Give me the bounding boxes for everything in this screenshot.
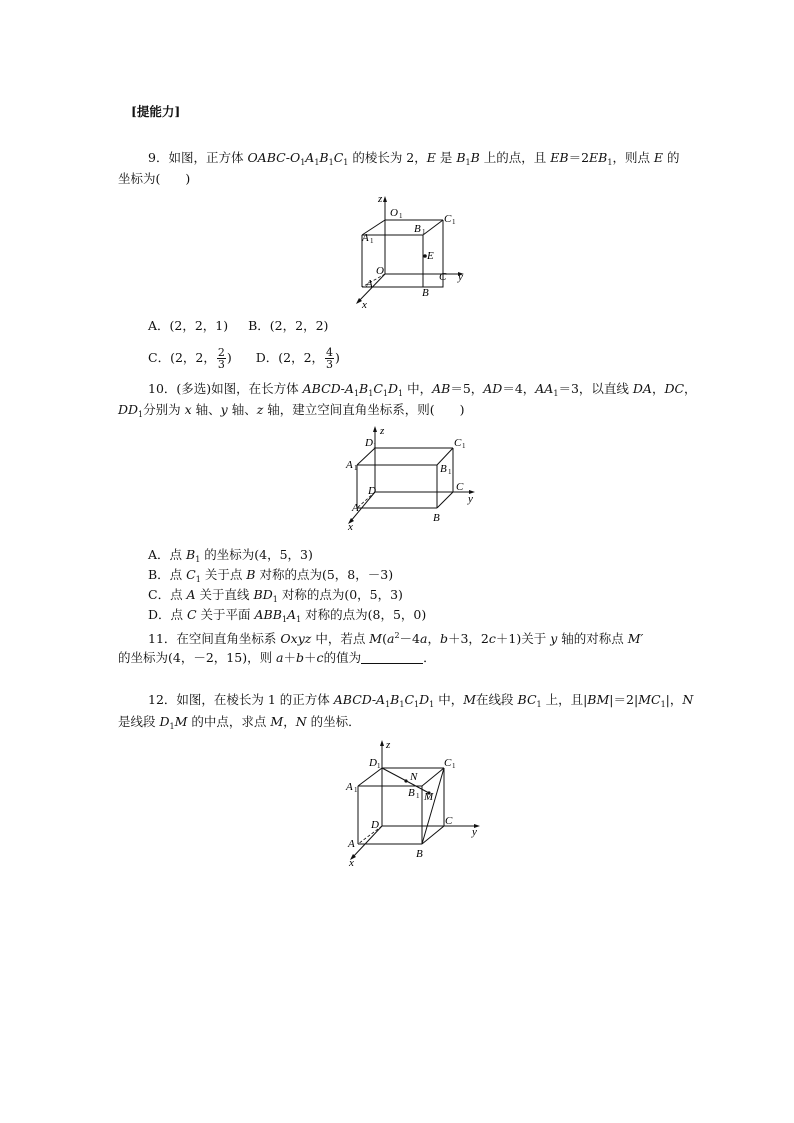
figure-cuboid-abcd <box>340 424 480 534</box>
question-11-line-1: 11．在空间直角坐标系 Oxyz 中，若点 $M(a^2-4a$，b＋3，2c＋1)关于 y 轴的对称点 M′ <box>148 631 644 646</box>
svg-text:E: E <box>427 250 434 262</box>
svg-text:D: D <box>365 437 373 449</box>
svg-text:D: D <box>369 757 377 769</box>
svg-text:1: 1 <box>452 218 456 226</box>
svg-text:z: z <box>380 425 385 437</box>
svg-text:B: B <box>440 463 447 475</box>
svg-text:1: 1 <box>354 464 358 472</box>
question-10-option-a: A．点 $B_1$ 的坐标为(4，5，3) <box>148 547 313 564</box>
svg-text:C: C <box>454 437 462 449</box>
svg-text:D: D <box>371 819 379 831</box>
svg-text:O: O <box>390 207 398 219</box>
svg-text:y: y <box>472 826 477 838</box>
svg-text:1: 1 <box>354 786 358 794</box>
question-10-option-b: B．点 $C_1$ 关于点 B 对称的点为(5，8，－3) <box>148 567 394 584</box>
question-11-line-2: 的坐标为(4，－2，15)，则 a＋b＋c的值为 ． <box>118 650 436 665</box>
svg-text:C: C <box>456 481 464 493</box>
svg-text:1: 1 <box>370 237 374 245</box>
svg-text:A: A <box>348 838 355 850</box>
svg-text:C: C <box>444 757 452 769</box>
option-c: C．(2，2， $\frac{2}{3}$ ) <box>148 346 232 371</box>
svg-text:A: A <box>346 781 353 793</box>
svg-text:B: B <box>433 512 440 524</box>
question-10-option-d: D．点 C 关于平面 $ABB_1A_1$ 对称的点为(8，5，0) <box>148 607 427 624</box>
svg-text:B: B <box>414 223 421 235</box>
svg-text:z: z <box>378 193 383 205</box>
question-9-options-ab <box>148 318 328 334</box>
svg-text:1: 1 <box>422 228 426 236</box>
svg-text:y: y <box>458 271 463 283</box>
svg-text:C: C <box>444 213 452 225</box>
svg-text:C: C <box>445 815 453 827</box>
section-title: [提能力] <box>131 104 181 119</box>
question-9-line-1: 9．如图，正方体 OABC-$O_1A_1B_1C_1$ 的棱长为 2，E 是 $B_1B$ 上的点，且 $EB=2EB_1$，则点 E 的 <box>148 150 680 167</box>
svg-text:z: z <box>386 739 391 751</box>
question-9-line-2: 坐标为( ) <box>118 171 191 186</box>
svg-text:A: A <box>362 232 369 244</box>
question-10-line-2: $DD_1$分别为 x 轴、y 轴、z 轴，建立空间直角坐标系，则( ) <box>118 402 465 419</box>
figure-cube-abcd-mn <box>340 738 480 866</box>
svg-text:y: y <box>468 493 473 505</box>
answer-blank[interactable] <box>361 651 423 664</box>
svg-text:M: M <box>424 791 434 803</box>
svg-text:1: 1 <box>399 212 403 220</box>
svg-text:1: 1 <box>452 762 456 770</box>
question-9-options-cd <box>148 346 340 370</box>
svg-text:x: x <box>349 857 354 866</box>
svg-text:1: 1 <box>416 792 420 800</box>
svg-text:B: B <box>422 287 429 299</box>
svg-text:1: 1 <box>373 442 377 450</box>
question-10-line-1: 10．(多选)如图，在长方体 ABCD-$A_1B_1C_1D_1$ 中，AB＝5，AD＝4，$AA_1=3$，以直线 DA，DC， <box>148 381 697 398</box>
question-12-line-2: 是线段 $D_1M$ 的中点，求点 M，N 的坐标． <box>118 714 361 731</box>
svg-text:O: O <box>376 265 384 277</box>
svg-text:B: B <box>416 848 423 860</box>
svg-text:1: 1 <box>448 468 452 476</box>
question-12-line-1: 12．如图，在棱长为 1 的正方体 ABCD-$A_1B_1C_1D_1$ 中，M在线段 $BC_1$ 上，且$|BM|=2|MC_1|$，N <box>148 692 694 709</box>
svg-text:1: 1 <box>462 442 466 450</box>
svg-text:1: 1 <box>377 762 381 770</box>
option-a: A．(2，2，1) <box>148 318 229 333</box>
svg-text:A: A <box>346 459 353 471</box>
svg-text:x: x <box>348 521 353 533</box>
svg-text:N: N <box>410 771 418 783</box>
svg-text:D: D <box>368 485 376 497</box>
question-10-option-c: C．点 A 关于直线 $BD_1$ 对称的点为(0，5，3) <box>148 587 403 604</box>
option-d: D．(2，2， $\frac{4}{3}$ ) <box>255 346 340 371</box>
svg-text:A: A <box>352 502 359 514</box>
svg-text:B: B <box>408 787 415 799</box>
option-b: B．(2，2，2) <box>248 318 329 333</box>
svg-text:C: C <box>439 271 447 283</box>
svg-text:A: A <box>366 278 373 290</box>
figure-cube-oabc <box>350 192 470 312</box>
svg-text:x: x <box>362 299 367 311</box>
